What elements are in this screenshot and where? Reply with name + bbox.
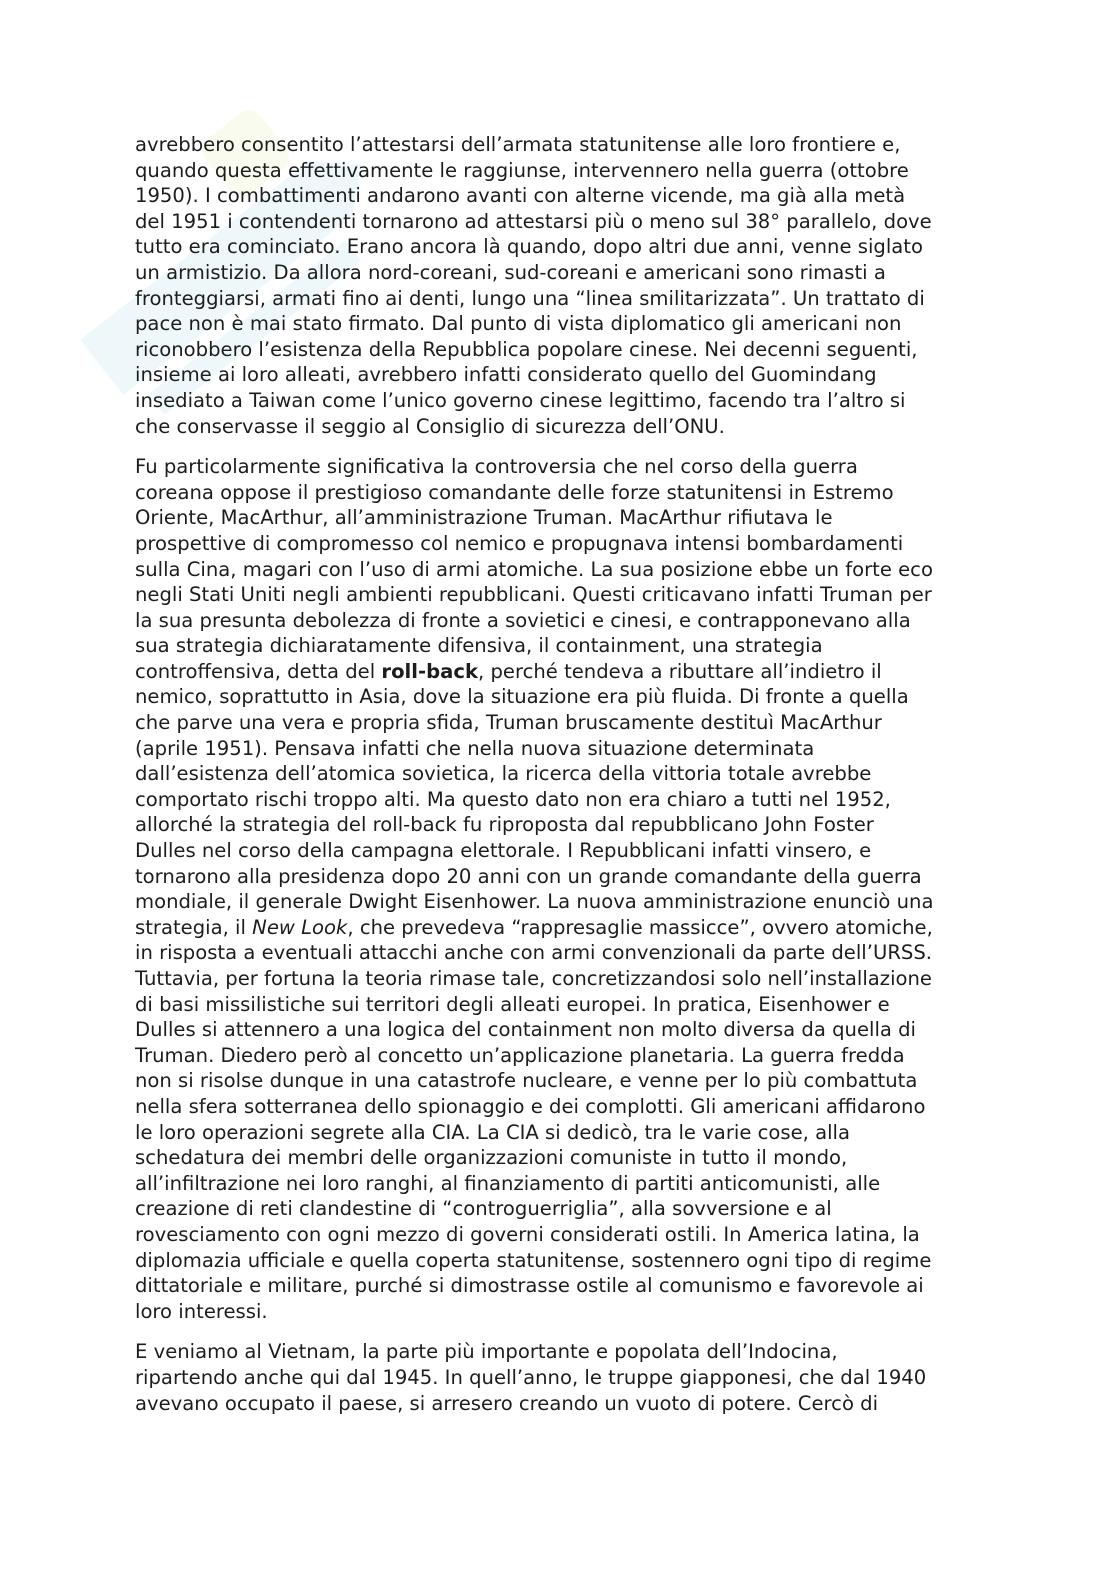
text-line (135, 311, 980, 337)
text-line (135, 1171, 980, 1197)
text-line (135, 414, 980, 440)
text-run: coreana oppose il prestigioso comandante delle forze statunitensi in Estremo (135, 480, 894, 504)
text-run: quando questa effettivamente le raggiunse, intervennero nella guerra (ottobre (135, 158, 909, 182)
text-run: Fu particolarmente significativa la controversia che nel corso della guerra (135, 455, 858, 479)
text-line (135, 1017, 980, 1043)
text-run: rovesciamento con ogni mezzo di governi considerati ostili. In America latina, la (135, 1222, 920, 1246)
text-run: la sua presunta debolezza di fronte a sovietici e cinesi, e contrapponevano alla (135, 608, 911, 632)
text-run: tutto era cominciato. Erano ancora là quando, dopo altri due anni, venne siglato (135, 235, 923, 259)
text-line (135, 1120, 980, 1146)
text-line (135, 1339, 980, 1365)
text-run: avevano occupato il paese, si arresero creando un vuoto di potere. Cercò di (135, 1391, 879, 1415)
text-run: creazione di reti clandestine di “controguerriglia”, alla sovversione e al (135, 1197, 832, 1221)
bold-term: roll-back (381, 659, 479, 683)
text-line (135, 1094, 980, 1120)
text-run: Dulles si attennero a una logica del containment non molto diversa da quella di (135, 1018, 917, 1042)
text-run: strategia, il (135, 915, 253, 939)
text-run: che parve una vera e propria sfida, Truman bruscamente destituì MacArthur (135, 711, 882, 735)
text-line (135, 183, 980, 209)
text-line (135, 480, 980, 506)
text-run: Oriente, MacArthur, all’amministrazione Truman. MacArthur rifiutava le (135, 506, 833, 530)
paragraph (135, 454, 980, 1324)
text-run: riconobbero l’esistenza della Repubblica popolare cinese. Nei decenni seguenti, (135, 337, 918, 361)
text-line (135, 1145, 980, 1171)
text-run: in risposta a eventuali attacchi anche con armi convenzionali da parte dell’URSS. (135, 941, 933, 965)
text-run: , che prevedeva “rappresaglie massicce”, ovvero atomiche, (347, 915, 933, 939)
text-run: del 1951 i contendenti tornarono ad attestarsi più o meno sul 38° parallelo, dove (135, 209, 932, 233)
paragraph (135, 1339, 980, 1416)
text-line (135, 889, 980, 915)
text-run: all’infiltrazione nei loro ranghi, al finanziamento di partiti anticomunisti, alle (135, 1171, 881, 1195)
text-line (135, 1365, 980, 1391)
text-line (135, 787, 980, 813)
text-run: mondiale, il generale Dwight Eisenhower. La nuova amministrazione enunciò una (135, 890, 934, 914)
text-run: le loro operazioni segrete alla CIA. La CIA si dedicò, tra le varie cose, alla (135, 1120, 850, 1144)
text-run: Dulles nel corso della campagna elettorale. I Repubblicani infatti vinsero, e (135, 839, 872, 863)
text-run: non si risolse dunque in una catastrofe nucleare, e venne per lo più combattuta (135, 1069, 918, 1093)
text-line (135, 1248, 980, 1274)
text-line (135, 838, 980, 864)
text-run: , perché tendeva a ributtare all’indietro il (478, 659, 882, 683)
text-run: di basi missilistiche sui territori degli alleati europei. In pratica, Eisenhower e (135, 992, 890, 1016)
text-run: diplomazia ufficiale e quella coperta statunitense, sostennero ogni tipo di regime (135, 1248, 932, 1272)
text-line (135, 710, 980, 736)
text-run: 1950). I combattimenti andarono avanti con alterne vicende, ma già alla metà (135, 184, 906, 208)
text-run: comportato rischi troppo alti. Ma questo dato non era chiaro a tutti nel 1952, (135, 787, 891, 811)
text-line (135, 633, 980, 659)
text-run: insediato a Taiwan come l’unico governo cinese legittimo, facendo tra l’altro si (135, 388, 906, 412)
text-line (135, 1222, 980, 1248)
text-run: dittatoriale e militare, purché si dimostrasse ostile al comunismo e favorevole ai (135, 1274, 924, 1298)
text-run: controffensiva, detta del (135, 659, 382, 683)
text-line (135, 286, 980, 312)
text-run: schedatura dei membri delle organizzazioni comuniste in tutto il mondo, (135, 1146, 848, 1170)
text-line (135, 1196, 980, 1222)
text-run: un armistizio. Da allora nord-coreani, sud-coreani e americani sono rimasti a (135, 260, 886, 284)
text-line (135, 132, 980, 158)
document-body (135, 132, 980, 1431)
text-run: sulla Cina, magari con l’uso di armi atomiche. La sua posizione ebbe un forte eco (135, 557, 933, 581)
text-line (135, 915, 980, 941)
text-line (135, 608, 980, 634)
text-line (135, 684, 980, 710)
text-line (135, 531, 980, 557)
italic-term: New Look (252, 915, 348, 939)
text-line (135, 812, 980, 838)
text-run: Truman. Diedero però al concetto un’applicazione planetaria. La guerra fredda (135, 1043, 905, 1067)
text-line (135, 966, 980, 992)
text-run: allorché la strategia del roll-back fu riproposta dal repubblicano John Foster (135, 813, 874, 837)
text-run: prospettive di compromesso col nemico e propugnava intensi bombardamenti (135, 531, 904, 555)
text-line (135, 505, 980, 531)
text-run: che conservasse il seggio al Consiglio di sicurezza dell’ONU. (135, 414, 725, 438)
text-line (135, 337, 980, 363)
text-run: sua strategia dichiaratamente difensiva, il containment, una strategia (135, 634, 823, 658)
text-line (135, 940, 980, 966)
text-run: loro interessi. (135, 1299, 268, 1323)
text-line (135, 864, 980, 890)
text-line (135, 362, 980, 388)
text-line (135, 736, 980, 762)
text-line (135, 209, 980, 235)
text-run: E veniamo al Vietnam, la parte più importante e popolata dell’Indocina, (135, 1340, 838, 1364)
text-line (135, 234, 980, 260)
text-run: insieme ai loro alleati, avrebbero infatti considerato quello del Guomindang (135, 363, 877, 387)
text-run: (aprile 1951). Pensava infatti che nella nuova situazione determinata (135, 736, 815, 760)
text-run: negli Stati Uniti negli ambienti repubblicani. Questi criticavano infatti Truman per (135, 583, 932, 607)
text-line (135, 761, 980, 787)
text-line (135, 1391, 980, 1417)
text-run: nella sfera sotterranea dello spionaggio e dei complotti. Gli americani affidarono (135, 1094, 926, 1118)
text-line (135, 1043, 980, 1069)
paragraph (135, 132, 980, 439)
text-run: dall’esistenza dell’atomica sovietica, la ricerca della vittoria totale avrebbe (135, 762, 872, 786)
text-run: avrebbero consentito l’attestarsi dell’armata statunitense alle loro frontiere e, (135, 133, 901, 156)
text-run: ripartendo anche qui dal 1945. In quell’anno, le truppe giapponesi, che dal 1940 (135, 1365, 927, 1389)
text-line (135, 1299, 980, 1325)
text-line (135, 582, 980, 608)
text-line (135, 1273, 980, 1299)
text-line (135, 388, 980, 414)
text-line (135, 992, 980, 1018)
text-line (135, 454, 980, 480)
text-run: fronteggiarsi, armati fino ai denti, lungo una “linea smilitarizzata”. Un trattato di (135, 286, 925, 310)
text-line (135, 1068, 980, 1094)
text-run: tornarono alla presidenza dopo 20 anni con un grande comandante della guerra (135, 864, 922, 888)
text-line (135, 260, 980, 286)
text-line (135, 158, 980, 184)
text-run: Tuttavia, per fortuna la teoria rimase tale, concretizzandosi solo nell’installazione (135, 967, 932, 990)
text-run: nemico, soprattutto in Asia, dove la situazione era più fluida. Di fronte a quella (135, 685, 909, 709)
text-line (135, 557, 980, 583)
text-line (135, 659, 980, 685)
text-run: pace non è mai stato firmato. Dal punto di vista diplomatico gli americani non (135, 312, 902, 336)
